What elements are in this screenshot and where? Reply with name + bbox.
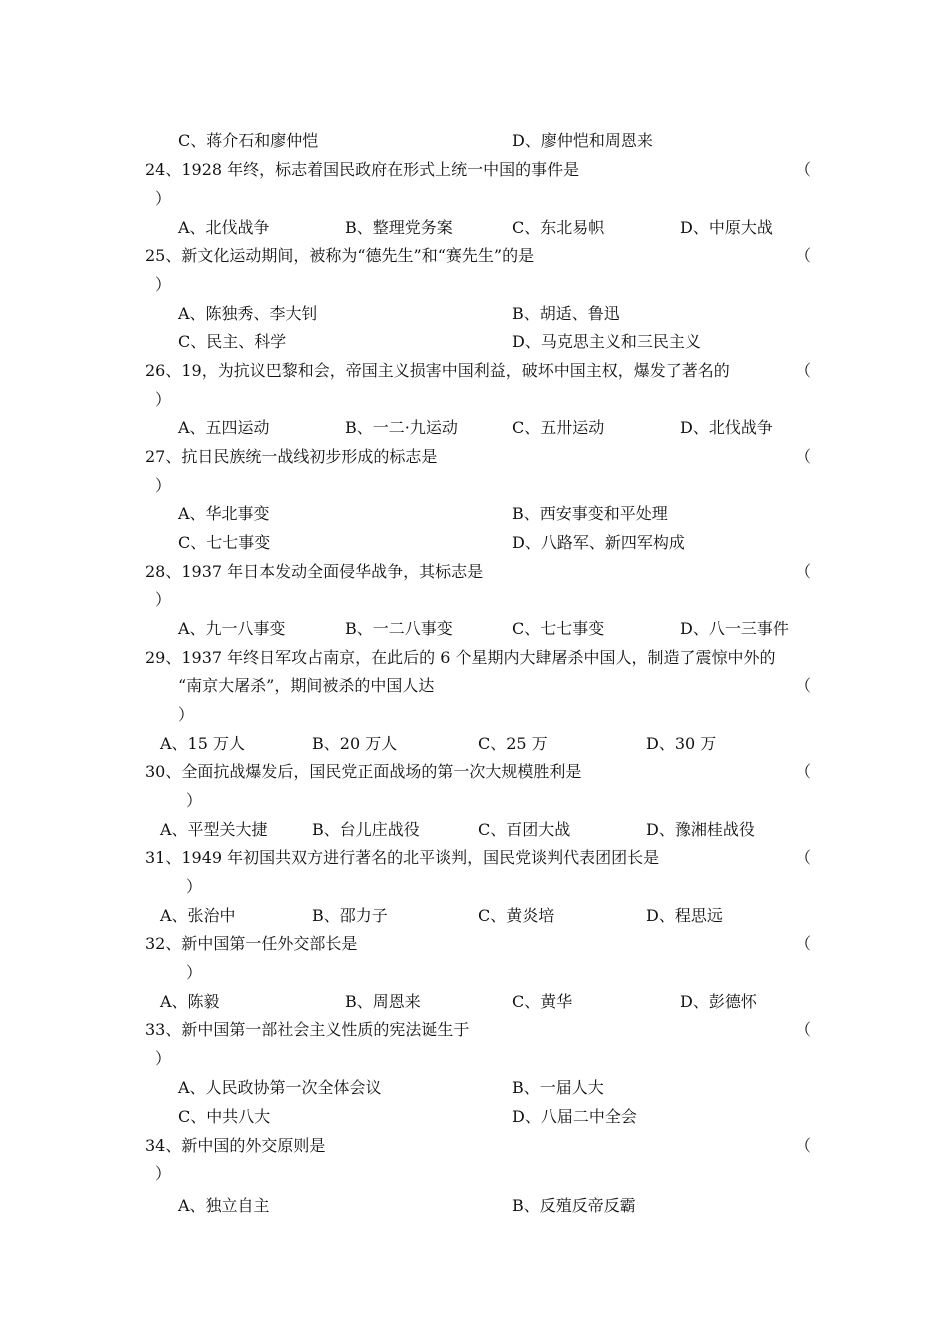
question-34-stem: 34、新中国的外交原则是 (145, 1136, 326, 1155)
answer-paren-close: ） (186, 963, 203, 982)
answer-paren-open: （ (795, 762, 812, 781)
option-d: D、马克思主义和三民主义 (512, 332, 701, 351)
option-c: C、百团大战 (478, 820, 571, 839)
option-d: D、彭德怀 (680, 992, 757, 1011)
option-c: C、五卅运动 (512, 418, 605, 437)
answer-paren-close: ） (186, 791, 203, 810)
option-a: A、北伐战争 (178, 218, 270, 237)
answer-paren-close: ） (186, 877, 203, 896)
option-b: B、胡适、鲁迅 (512, 304, 620, 323)
question-30-stem: 30、全面抗战爆发后，国民党正面战场的第一次大规模胜利是 (145, 762, 582, 781)
option-c: C、蒋介石和廖仲恺 (178, 131, 319, 150)
question-25-stem: 25、新文化运动期间，被称为“德先生”和“赛先生”的是 (145, 246, 535, 265)
option-c: C、七七事变 (178, 533, 271, 552)
option-a: A、平型关大捷 (160, 820, 268, 839)
option-d: D、30 万 (646, 734, 717, 753)
answer-paren-open: （ (795, 246, 812, 265)
option-d: D、八路军、新四军构成 (512, 533, 685, 552)
option-b: B、周恩来 (345, 992, 421, 1011)
answer-paren-open: （ (795, 1136, 812, 1155)
option-b: B、邵力子 (312, 906, 388, 925)
option-d: D、八一三事件 (680, 619, 789, 638)
option-d: D、中原大战 (680, 218, 773, 237)
option-b: B、台儿庄战役 (312, 820, 420, 839)
option-a: A、张治中 (160, 906, 236, 925)
option-c: C、中共八大 (178, 1107, 271, 1126)
answer-paren-close: ） (155, 390, 172, 409)
answer-paren-close: ） (155, 476, 172, 495)
answer-paren-close: ） (178, 705, 195, 724)
option-a: A、陈独秀、李大钊 (178, 304, 318, 323)
option-a: A、人民政协第一次全体会议 (178, 1078, 382, 1097)
option-c: C、25 万 (478, 734, 548, 753)
option-b: B、整理党务案 (345, 218, 453, 237)
question-24-stem: 24、1928 年终，标志着国民政府在形式上统一中国的事件是 (145, 160, 580, 179)
question-31-stem: 31、1949 年初国共双方进行著名的北平谈判，国民党谈判代表团团长是 (145, 848, 660, 867)
option-b: B、一二八事变 (345, 619, 453, 638)
answer-paren-open: （ (795, 447, 812, 466)
option-a: A、独立自主 (178, 1196, 270, 1215)
option-c: C、民主、科学 (178, 332, 287, 351)
answer-paren-open: （ (795, 361, 812, 380)
option-c: C、黄华 (512, 992, 573, 1011)
option-a: A、九一八事变 (178, 619, 286, 638)
answer-paren-open: （ (795, 934, 812, 953)
option-b: B、一届人大 (512, 1078, 604, 1097)
answer-paren-open: （ (795, 848, 812, 867)
option-d: D、北伐战争 (680, 418, 773, 437)
question-32-stem: 32、新中国第一任外交部长是 (145, 934, 358, 953)
option-d: D、八届二中全会 (512, 1107, 637, 1126)
answer-paren-close: ） (155, 189, 172, 208)
option-a: A、陈毅 (160, 992, 220, 1011)
question-29-stem: 29、1937 年终日军攻占南京，在此后的 6 个星期内大肆屠杀中国人，制造了震惊中外的 (145, 648, 776, 667)
answer-paren-open: （ (795, 1020, 812, 1039)
option-a: A、华北事变 (178, 504, 270, 523)
question-28-stem: 28、1937 年日本发动全面侵华战争，其标志是 (145, 562, 484, 581)
option-c: C、黄炎培 (478, 906, 555, 925)
option-c: C、七七事变 (512, 619, 605, 638)
option-a: A、五四运动 (178, 418, 270, 437)
option-c: C、东北易帜 (512, 218, 605, 237)
option-d: D、程思远 (646, 906, 723, 925)
question-33-stem: 33、新中国第一部社会主义性质的宪法诞生于 (145, 1020, 470, 1039)
question-29-stem-continued: “南京大屠杀”，期间被杀的中国人达 (178, 676, 435, 695)
option-b: B、反殖反帝反霸 (512, 1196, 636, 1215)
question-26-stem: 26、19，为抗议巴黎和会，帝国主义损害中国利益，破坏中国主权，爆发了著名的 (145, 361, 730, 380)
option-b: B、西安事变和平处理 (512, 504, 668, 523)
answer-paren-open: （ (795, 562, 812, 581)
answer-paren-close: ） (155, 590, 172, 609)
option-b: B、20 万人 (312, 734, 398, 753)
answer-paren-close: ） (155, 275, 172, 294)
option-d: D、廖仲恺和周恩来 (512, 131, 653, 150)
option-b: B、一二·九运动 (345, 418, 458, 437)
answer-paren-open: （ (795, 676, 812, 695)
question-27-stem: 27、抗日民族统一战线初步形成的标志是 (145, 447, 438, 466)
answer-paren-open: （ (795, 160, 812, 179)
option-d: D、豫湘桂战役 (646, 820, 755, 839)
answer-paren-close: ） (155, 1049, 172, 1068)
answer-paren-close: ） (155, 1164, 172, 1183)
option-a: A、15 万人 (160, 734, 246, 753)
